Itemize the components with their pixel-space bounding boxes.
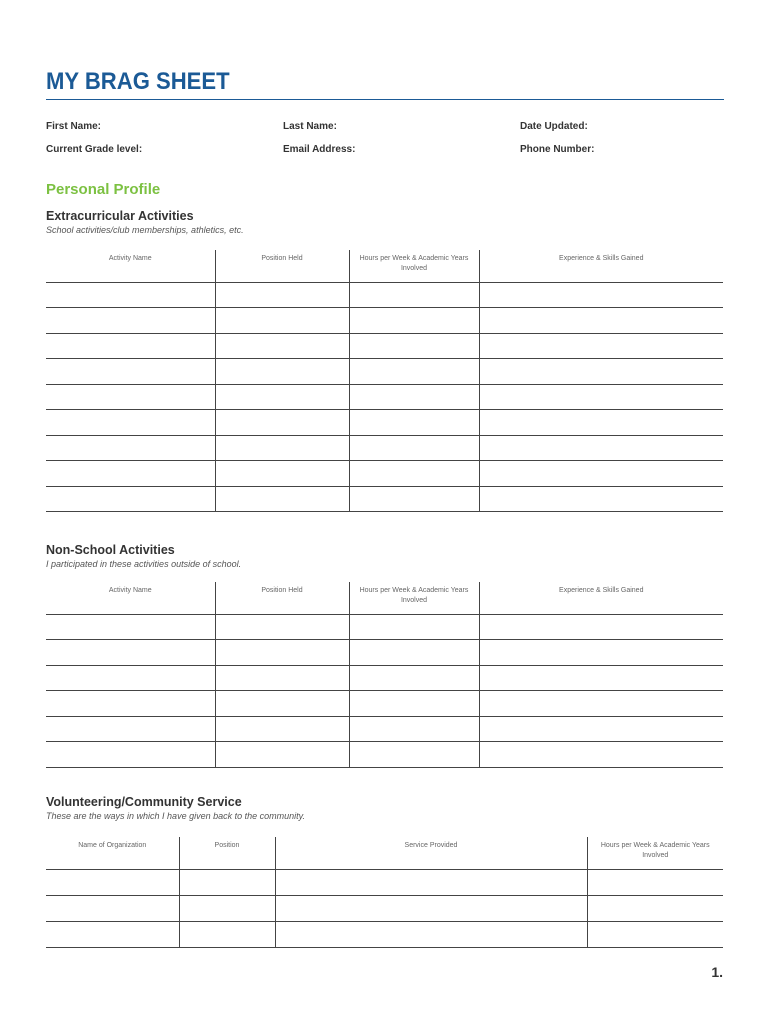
table-row (46, 691, 723, 717)
blank-cell[interactable] (46, 640, 215, 666)
last-name-label: Last Name: (283, 121, 337, 132)
blank-cell[interactable] (46, 333, 215, 359)
section-title: Personal Profile (46, 181, 161, 198)
blank-cell[interactable] (587, 869, 723, 895)
column-header: Experience & Skills Gained (479, 250, 723, 282)
blank-cell[interactable] (215, 716, 349, 742)
column-header: Position (179, 837, 275, 869)
blank-cell[interactable] (46, 435, 215, 461)
blank-cell[interactable] (179, 895, 275, 921)
table-row (46, 461, 723, 487)
blank-cell[interactable] (349, 742, 479, 768)
blank-cell[interactable] (46, 486, 215, 512)
page-title: MY BRAG SHEET (46, 68, 230, 95)
column-header: Activity Name (46, 582, 215, 614)
title-divider (46, 99, 724, 100)
blank-cell[interactable] (479, 410, 723, 436)
table-row (46, 359, 723, 385)
blank-cell[interactable] (46, 410, 215, 436)
blank-cell[interactable] (215, 435, 349, 461)
blank-cell[interactable] (349, 410, 479, 436)
blank-cell[interactable] (46, 716, 215, 742)
blank-cell[interactable] (46, 461, 215, 487)
page-number: 1. (711, 964, 723, 980)
blank-cell[interactable] (479, 614, 723, 640)
blank-cell[interactable] (479, 384, 723, 410)
blank-cell[interactable] (587, 895, 723, 921)
blank-cell[interactable] (349, 665, 479, 691)
blank-cell[interactable] (215, 282, 349, 308)
email-label: Email Address: (283, 144, 356, 155)
blank-cell[interactable] (479, 282, 723, 308)
table-row (46, 384, 723, 410)
blank-cell[interactable] (46, 742, 215, 768)
table-row (46, 308, 723, 334)
blank-cell[interactable] (479, 359, 723, 385)
non-school-heading: Non-School Activities (46, 543, 175, 557)
blank-cell[interactable] (349, 640, 479, 666)
table-row (46, 486, 723, 512)
phone-label: Phone Number: (520, 144, 595, 155)
blank-cell[interactable] (46, 359, 215, 385)
blank-cell[interactable] (46, 921, 179, 947)
column-header: Hours per Week & Academic Years Involved (349, 582, 479, 614)
blank-cell[interactable] (215, 359, 349, 385)
blank-cell[interactable] (349, 333, 479, 359)
table-row (46, 742, 723, 768)
date-updated-label: Date Updated: (520, 121, 588, 132)
table-row (46, 410, 723, 436)
blank-cell[interactable] (479, 691, 723, 717)
blank-cell[interactable] (349, 691, 479, 717)
blank-cell[interactable] (215, 640, 349, 666)
column-header: Name of Organization (46, 837, 179, 869)
table-row (46, 333, 723, 359)
blank-cell[interactable] (479, 435, 723, 461)
blank-cell[interactable] (349, 308, 479, 334)
blank-cell[interactable] (349, 461, 479, 487)
blank-cell[interactable] (349, 282, 479, 308)
blank-cell[interactable] (349, 614, 479, 640)
blank-cell[interactable] (479, 665, 723, 691)
blank-cell[interactable] (349, 716, 479, 742)
table-row (46, 614, 723, 640)
blank-cell[interactable] (479, 742, 723, 768)
non-school-table (46, 582, 723, 768)
blank-cell[interactable] (179, 869, 275, 895)
blank-cell[interactable] (587, 921, 723, 947)
column-header: Position Held (215, 582, 349, 614)
blank-cell[interactable] (479, 308, 723, 334)
column-header: Service Provided (275, 837, 587, 869)
blank-cell[interactable] (46, 869, 179, 895)
grade-level-label: Current Grade level: (46, 144, 143, 155)
table-row (46, 869, 723, 895)
blank-cell[interactable] (275, 921, 587, 947)
blank-cell[interactable] (479, 640, 723, 666)
blank-cell[interactable] (215, 691, 349, 717)
column-header: Position Held (215, 250, 349, 282)
blank-cell[interactable] (479, 461, 723, 487)
blank-cell[interactable] (46, 282, 215, 308)
extracurricular-table (46, 250, 723, 512)
blank-cell[interactable] (349, 486, 479, 512)
table-row (46, 921, 723, 947)
blank-cell[interactable] (349, 359, 479, 385)
blank-cell[interactable] (275, 869, 587, 895)
blank-cell[interactable] (275, 895, 587, 921)
blank-cell[interactable] (215, 486, 349, 512)
blank-cell[interactable] (215, 333, 349, 359)
extracurricular-heading: Extracurricular Activities (46, 209, 194, 223)
column-header: Hours per Week & Academic Years Involved (587, 837, 723, 869)
non-school-description: I participated in these activities outside of school. (46, 559, 242, 569)
blank-cell[interactable] (479, 333, 723, 359)
blank-cell[interactable] (179, 921, 275, 947)
volunteering-table (46, 837, 723, 948)
table-row (46, 640, 723, 666)
blank-cell[interactable] (215, 410, 349, 436)
column-header: Activity Name (46, 250, 215, 282)
table-row (46, 716, 723, 742)
first-name-label: First Name: (46, 121, 102, 132)
blank-cell[interactable] (215, 742, 349, 768)
table-row (46, 435, 723, 461)
table-row (46, 665, 723, 691)
blank-cell[interactable] (215, 665, 349, 691)
blank-cell[interactable] (46, 665, 215, 691)
volunteering-description: These are the ways in which I have given back to the community. (46, 811, 305, 821)
table-row (46, 895, 723, 921)
blank-cell[interactable] (349, 384, 479, 410)
blank-cell[interactable] (46, 614, 215, 640)
blank-cell[interactable] (479, 486, 723, 512)
blank-cell[interactable] (215, 614, 349, 640)
blank-cell[interactable] (215, 308, 349, 334)
blank-cell[interactable] (215, 461, 349, 487)
column-header: Hours per Week & Academic Years Involved (349, 250, 479, 282)
table-row (46, 282, 723, 308)
blank-cell[interactable] (46, 691, 215, 717)
column-header: Experience & Skills Gained (479, 582, 723, 614)
blank-cell[interactable] (349, 435, 479, 461)
blank-cell[interactable] (46, 895, 179, 921)
blank-cell[interactable] (215, 384, 349, 410)
blank-cell[interactable] (46, 308, 215, 334)
blank-cell[interactable] (46, 384, 215, 410)
blank-cell[interactable] (479, 716, 723, 742)
volunteering-heading: Volunteering/Community Service (46, 795, 242, 809)
extracurricular-description: School activities/club memberships, athletics, etc. (46, 225, 244, 235)
